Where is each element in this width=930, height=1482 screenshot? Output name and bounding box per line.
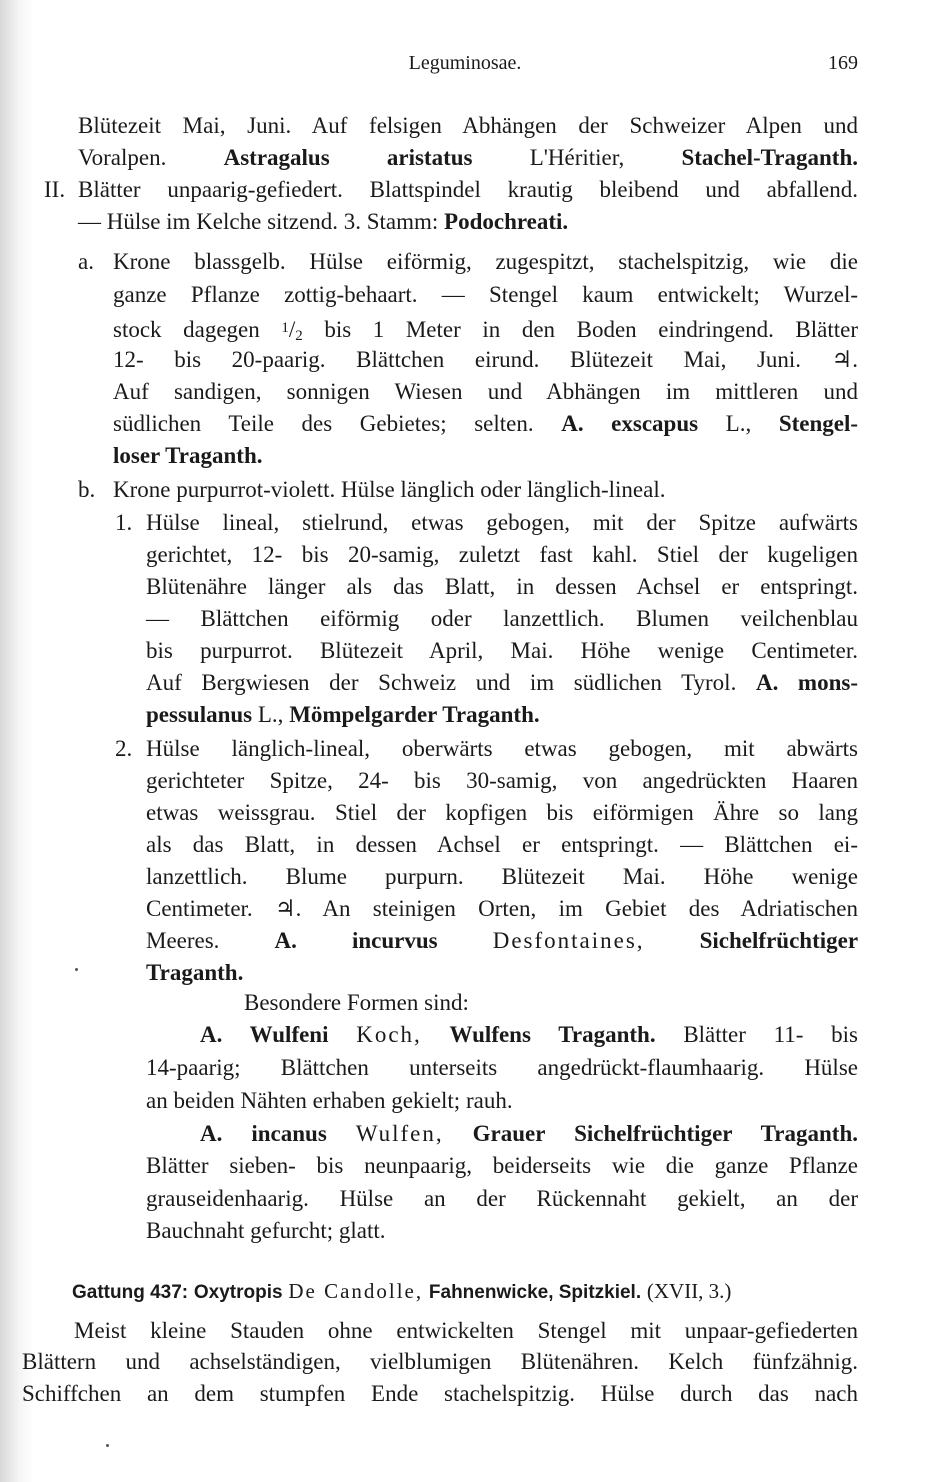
text-line xyxy=(146,700,858,730)
text-line: Bauchnaht gefurcht; glatt. xyxy=(146,1218,386,1243)
text-line: Blätter sieben- bis neunpaarig, beiderseits wie die ganze Pflanze xyxy=(146,1153,858,1178)
tribe-name: Podochreati. xyxy=(444,209,569,234)
author-name: Desfontaines, xyxy=(492,928,645,953)
text-span: Voralpen. xyxy=(78,145,167,170)
fraction-numerator: 1 xyxy=(281,320,289,336)
author-name: L., xyxy=(257,702,284,727)
text-line: Krone blassgelb. Hülse eiförmig, zugespitzt, stachelspitzig, wie die xyxy=(113,249,858,274)
text-span: — Hülse im Kelche sitzend. 3. Stamm: xyxy=(78,209,439,234)
text-line: Meist kleine Stauden ohne entwickelten Stengel mit unpaar-gefiederten xyxy=(74,1318,858,1343)
author-name: Koch, xyxy=(356,1022,422,1047)
common-name: Stengel- xyxy=(778,411,859,436)
text-span: Auf Bergwiesen der Schweiz und im südlichen Tyrol. xyxy=(146,670,737,695)
section-label: 2. xyxy=(115,736,133,761)
author-name: L., xyxy=(725,411,752,436)
text-line: Auf sandigen, sonnigen Wiesen und Abhängen im mittleren und xyxy=(113,379,858,404)
common-name: Grauer Sichelfrüchtiger Traganth. xyxy=(472,1121,859,1146)
plate-reference: (XVII, 3.) xyxy=(646,1279,732,1303)
text-line: bis purpurrot. Blütezeit April, Mai. Höhe wenige Centimeter. xyxy=(146,638,858,663)
page-number: 169 xyxy=(828,52,858,74)
genus-heading xyxy=(72,1276,862,1308)
section-label: a. xyxy=(78,249,94,274)
fraction-slash: / xyxy=(288,317,296,342)
text-line: 14-paarig; Blättchen unterseits angedrückt-flaumhaarig. Hülse xyxy=(146,1055,858,1080)
species-name: A. Wulfeni xyxy=(200,1022,329,1047)
common-name: Mömpelgarder Traganth. xyxy=(289,702,540,727)
genus-common-name: Fahnenwicke, Spitzkiel. xyxy=(428,1282,642,1303)
text-line: gerichtet, 12- bis 20-samig, zuletzt fast kahl. Stiel der kugeligen xyxy=(146,542,858,567)
text-line: Schiffchen an dem stumpfen Ende stachelspitzig. Hülse durch das nach xyxy=(22,1381,858,1406)
speck xyxy=(75,968,78,971)
text-line: 12- bis 20-paarig. Blättchen eirund. Blütezeit Mai, Juni. ♃. xyxy=(113,347,858,372)
text-line: als das Blatt, in dessen Achsel er entspringt. — Blättchen ei- xyxy=(146,832,858,857)
text-line: etwas weissgrau. Stiel der kopfigen bis eiförmigen Ähre so lang xyxy=(146,800,858,825)
genus-author: De Candolle, xyxy=(288,1279,424,1303)
author-name: L'Héritier, xyxy=(529,145,625,170)
text-line: Hülse länglich-lineal, oberwärts etwas gebogen, mit abwärts xyxy=(146,736,858,761)
species-name: A. mons- xyxy=(755,670,858,695)
common-name: Wulfens Traganth. xyxy=(449,1022,656,1047)
text-line: an beiden Nähten erhaben gekielt; rauh. xyxy=(146,1088,513,1113)
genus-name: Oxytropis xyxy=(193,1282,283,1303)
text-line: Blütenähre länger als das Blatt, in dessen Achsel er entspringt. xyxy=(146,574,858,599)
species-name: A. incanus xyxy=(200,1121,327,1146)
text-line xyxy=(78,207,858,237)
page-edge-shadow xyxy=(0,0,34,1482)
fraction-denominator: 2 xyxy=(295,328,303,344)
species-name: pessulanus xyxy=(146,702,253,727)
text-line: Blütezeit Mai, Juni. Auf felsigen Abhängen der Schweizer Alpen und xyxy=(78,113,858,138)
species-name: Astragalus aristatus xyxy=(223,145,473,170)
species-name: A. incurvus xyxy=(274,928,438,953)
text-span: stock dagegen xyxy=(113,317,260,342)
genus-label: Gattung 437: xyxy=(72,1282,189,1303)
text-line: Centimeter. ♃. An steinigen Orten, im Gebiet des Adriatischen xyxy=(146,896,858,921)
speck xyxy=(106,1444,109,1447)
text-line: gerichteter Spitze, 24- bis 30-samig, von angedrückten Haaren xyxy=(146,768,858,793)
text-line: Blättern und achselständigen, vielblumigen Blütenähren. Kelch fünfzähnig. xyxy=(22,1349,858,1374)
text-line xyxy=(200,1119,858,1149)
section-label: b. xyxy=(78,477,96,502)
text-line: — Blättchen eiförmig oder lanzettlich. Blumen veilchenblau xyxy=(146,606,858,631)
text-line: lanzettlich. Blume purpurn. Blütezeit Mai. Höhe wenige xyxy=(146,864,858,889)
text-line: Hülse lineal, stielrund, etwas gebogen, mit der Spitze aufwärts xyxy=(146,510,858,535)
fraction xyxy=(281,317,302,342)
text-span: Meeres. xyxy=(146,928,220,953)
text-line: Krone purpurrot-violett. Hülse länglich oder länglich-lineal. xyxy=(113,477,666,502)
text-line xyxy=(113,409,858,439)
text-span: Blätter 11- bis xyxy=(683,1022,859,1047)
section-label: 1. xyxy=(115,510,133,535)
species-name: A. exscapus xyxy=(561,411,699,436)
text-line xyxy=(146,668,858,698)
text-span: südlichen Teile des Gebietes; selten. xyxy=(113,411,534,436)
common-name: Sichelfrüchtiger xyxy=(699,928,859,953)
text-line: Blätter unpaarig-gefiedert. Blattspindel krautig bleibend und abfallend. xyxy=(78,177,858,202)
text-line: grauseidenhaarig. Hülse an der Rückennaht gekielt, an der xyxy=(146,1186,858,1211)
author-name: Wulfen, xyxy=(355,1121,444,1146)
section-label: II. xyxy=(44,177,66,202)
common-name: Stachel-Traganth. xyxy=(681,145,859,170)
text-line: ganze Pflanze zottig-behaart. — Stengel kaum entwickelt; Wurzel- xyxy=(113,282,858,307)
common-name: Traganth. xyxy=(146,960,244,985)
text-span: bis 1 Meter in den Boden eindringend. Blätter xyxy=(324,317,859,342)
text-line: Besondere Formen sind: xyxy=(244,990,469,1015)
running-title: Leguminosae. xyxy=(408,52,522,74)
text-line xyxy=(78,143,858,173)
text-line xyxy=(200,1020,858,1050)
text-line xyxy=(146,926,858,956)
common-name: loser Traganth. xyxy=(113,443,263,468)
